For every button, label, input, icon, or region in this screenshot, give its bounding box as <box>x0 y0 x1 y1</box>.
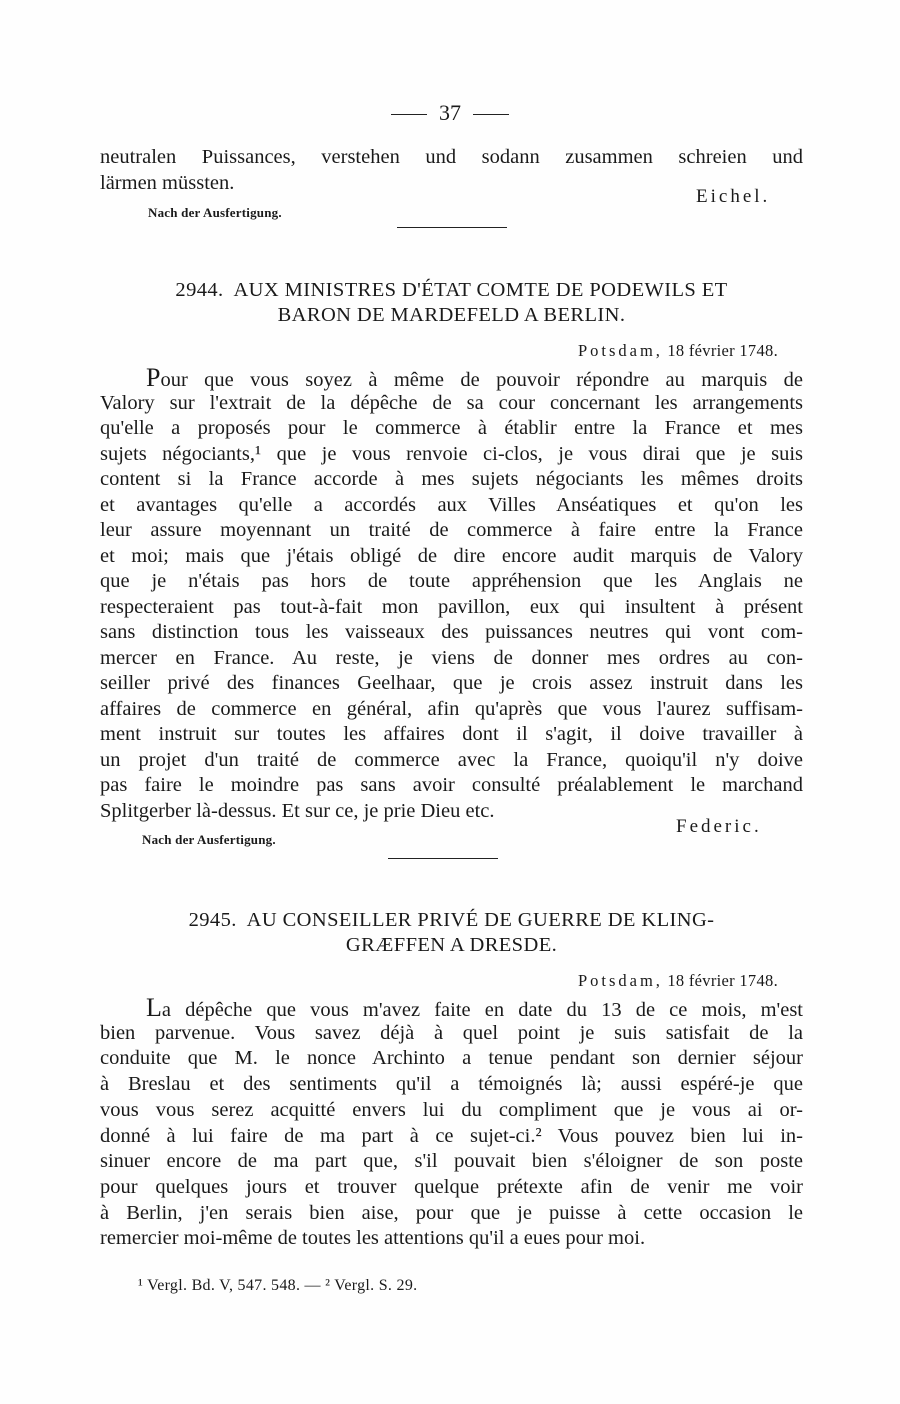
body-line: à Berlin, j'en serais bien aise, pour que je puisse à cette occasion le <box>100 1201 803 1224</box>
date: 18 février 1748. <box>667 971 778 990</box>
source-note: Nach der Ausfertigung. <box>148 205 282 220</box>
letter-heading <box>100 278 803 328</box>
carryover-line: neutralen Puissances, verstehen und sodann zusammen schreien und <box>100 146 803 168</box>
body-line: donné à lui faire de ma part à ce sujet-ci.² Vous pouvez bien lui in- <box>100 1124 803 1147</box>
page-number-text: 37 <box>439 100 461 125</box>
body-line-text: our que vous soyez à même de pouvoir répondre au marquis de <box>160 369 803 391</box>
body-line <box>146 995 803 1024</box>
body-line: conduite que M. le nonce Archinto a tenue pendant son dernier séjour <box>100 1047 803 1070</box>
signature-eichel: Eichel. <box>696 186 771 207</box>
heading-line-2: BARON DE MARDEFELD A BERLIN. <box>277 304 626 326</box>
footnotes: ¹ Vergl. Bd. V, 547. 548. — ² Vergl. S. 29. <box>138 1277 418 1294</box>
drop-initial: P <box>146 363 161 392</box>
body-line: mercer en France. Au reste, je viens de donner mes ordres au con- <box>100 646 803 669</box>
place: Potsdam, <box>577 971 663 990</box>
signature-federic: Federic. <box>676 816 762 837</box>
body-line: Valory sur l'extrait de la dépêche de sa cour concernant les arrangements <box>100 391 803 414</box>
dash-right <box>473 114 509 115</box>
body-line <box>146 365 803 394</box>
place: Potsdam, <box>577 341 663 360</box>
body-line: remercier moi-même de toutes les attentions qu'il a eues pour moi. <box>100 1227 646 1250</box>
dateline <box>578 971 778 991</box>
body-line: bien parvenue. Vous savez déjà à quel point je suis satisfait de la <box>100 1021 803 1044</box>
body-line: sans distinction tous les vaisseaux des puissances neutres qui vont com- <box>100 621 803 643</box>
body-line: un projet d'un traité de commerce avec la France, quoiqu'il n'y doive <box>100 748 803 771</box>
carryover-line: lärmen müssten. <box>100 172 235 194</box>
letter-heading <box>100 908 803 958</box>
date: 18 février 1748. <box>667 341 778 360</box>
heading-line-1 <box>100 278 803 303</box>
divider-rule <box>388 858 498 859</box>
source-note: Nach der Ausfertigung. <box>142 832 276 847</box>
body-line: affaires de commerce en général, afin qu'après que vous l'aurez suffisam- <box>100 697 803 720</box>
drop-initial: L <box>146 993 162 1022</box>
heading-text: AUX MINISTRES D'ÉTAT COMTE DE PODEWILS ET <box>233 279 728 301</box>
body-line: que je n'étais pas hors de toute appréhension que les Anglais ne <box>100 570 803 592</box>
heading-line-1 <box>100 908 803 933</box>
body-line-text: a dépêche que vous m'avez faite en date du 13 de ce mois, m'est <box>161 999 803 1021</box>
body-line: leur assure moyennant un traité de commerce à faire entre la France <box>100 519 803 541</box>
body-line: et moi; mais que j'étais obligé de dire encore audit marquis de Valory <box>100 544 803 567</box>
letter-number: 2945. <box>188 909 237 931</box>
body-line: sujets négociants,¹ que je vous renvoie ci-clos, je vous dirai que je suis <box>100 442 803 465</box>
body-line: ment instruit sur toutes les affaires dont il s'agit, il doive travailler à <box>100 723 803 745</box>
body-line: content si la France accorde à mes sujets négociants les mêmes droits <box>100 468 803 490</box>
body-line: pas faire le moindre pas sans avoir consulté préalablement le marchand <box>100 774 803 796</box>
body-line: et avantages qu'elle a accordés aux Villes Anséatiques et qu'on les <box>100 493 803 516</box>
heading-line-2: GRÆFFEN A DRESDE. <box>345 934 558 956</box>
divider-rule <box>397 227 507 228</box>
body-line: sinuer encore de ma part que, s'il pouvait bien s'éloigner de son poste <box>100 1150 803 1173</box>
letter-number: 2944. <box>175 279 224 301</box>
page-number <box>0 100 900 126</box>
body-line: à Breslau et des sentiments qu'il a témoignés là; aussi espéré-je que <box>100 1073 803 1096</box>
dash-left <box>391 114 427 115</box>
body-line: respecteraient pas tout-à-fait mon pavillon, eux qui insultent à présent <box>100 595 803 618</box>
body-line: seiller privé des finances Geelhaar, que je crois assez instruit dans les <box>100 672 803 694</box>
body-line: pour quelques jours et trouver quelque prétexte afin de venir me voir <box>100 1175 803 1198</box>
body-line: qu'elle a proposés pour le commerce à établir entre la France et mes <box>100 417 803 439</box>
heading-text: AU CONSEILLER PRIVÉ DE GUERRE DE KLING- <box>246 909 715 931</box>
body-line: vous vous serez acquitté envers lui du compliment que je vous ai or- <box>100 1098 803 1121</box>
dateline <box>578 341 778 361</box>
body-line: Splitgerber là-dessus. Et sur ce, je prie Dieu etc. <box>100 799 495 822</box>
